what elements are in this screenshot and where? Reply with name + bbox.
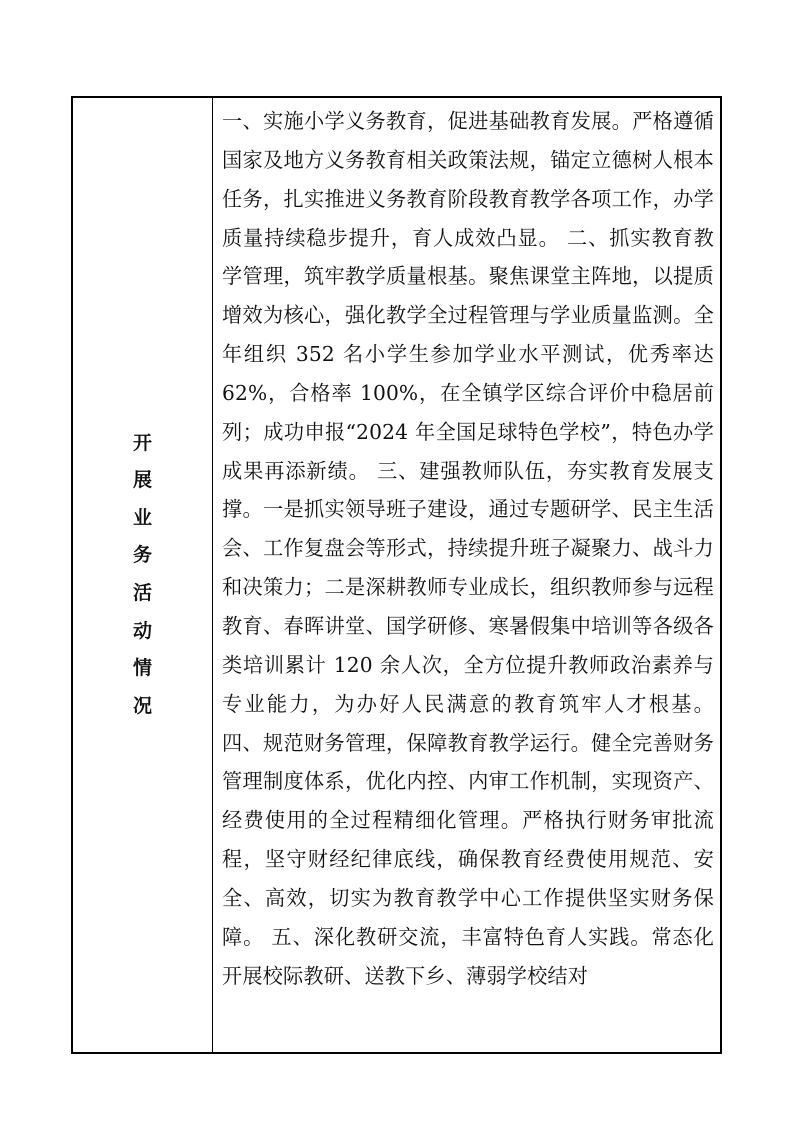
section-label-char: 况 <box>132 694 152 717</box>
section-label-char: 活 <box>132 582 152 604</box>
section-label-char: 开 <box>132 431 152 454</box>
section-content-cell <box>213 98 720 1052</box>
section-label-char: 务 <box>132 544 152 567</box>
section-label-char: 展 <box>132 469 152 492</box>
section-label-char: 业 <box>132 506 152 529</box>
section-label-char: 情 <box>132 657 152 680</box>
section-label <box>133 425 152 726</box>
activity-table <box>71 96 722 1054</box>
section-label-cell <box>73 98 213 1052</box>
section-label-char: 动 <box>132 619 152 642</box>
section-content: 一、实施小学义务教育，促进基础教育发展。严格遵循国家及地方义务教育相关政策法规，锚定立德树人根本任务，扎实推进义务教育阶段教育教学各项工作，办学质量持续稳步提升，育人成效凸显。 二、抓实教育教学管理，筑牢教学质量根基。聚焦课堂主阵地，以提质增效为核心，强化教学全过程管理与学业质量监测。全年组织 352 名小学生参加学业水平测试，优秀率达 62%，合格率 100%，在全镇学区综合评价中稳居前列；成功申报“2024 年全国足球特色学校”，特色办学成果再添新绩。 三、建强教师队伍，夯实教育发展支撑。一是抓实领导班子建设，通过专题研学、民主生活会、工作复盘会等形式，持续提升班子凝聚力、战斗力和决策力；二是深耕教师专业成长，组织教师参与远程教育、春晖讲堂、国学研修、寒暑假集中培训等各级各类培训累计 120 余人次，全方位提升教师政治素养与专业能力，为办好人民满意的教育筑牢人才根基。 四、规范财务管理，保障教育教学运行。健全完善财务管理制度体系，优化内控、内审工作机制，实现资产、经费使用的全过程精细化管理。严格执行财务审批流程，坚守财经纪律底线，确保教育经费使用规范、安全、高效，切实为教育教学中心工作提供坚实财务保障。 五、深化教研交流，丰富特色育人实践。常态化开展校际教研、送教下乡、薄弱学校结对 <box>222 109 714 988</box>
